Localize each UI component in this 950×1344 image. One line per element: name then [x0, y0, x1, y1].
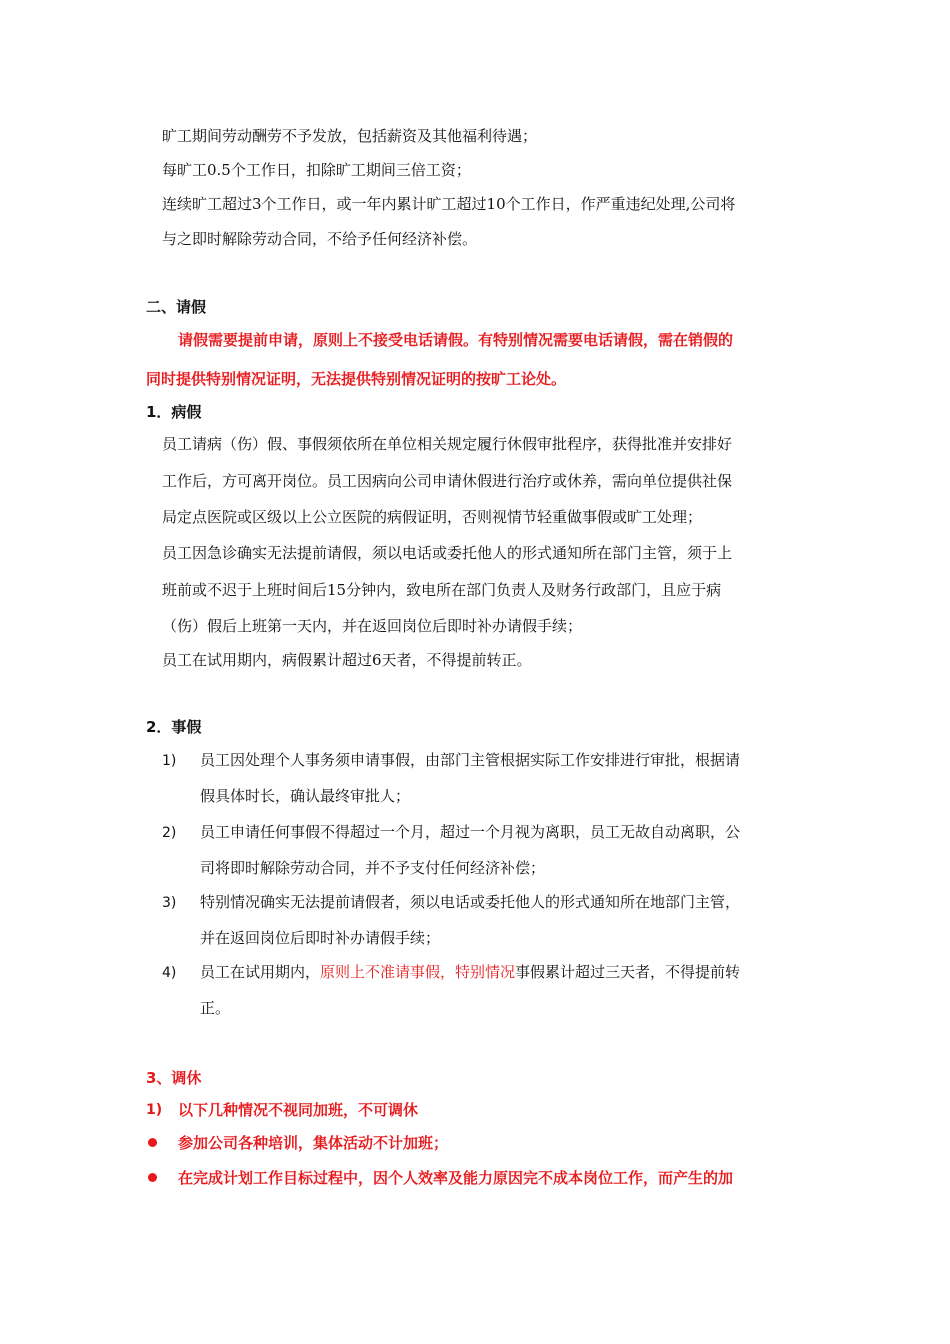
absence-rule-2: 每旷工0.5个工作日，扣除旷工期间三倍工资；: [162, 161, 471, 179]
bullet-icon: [148, 1138, 157, 1147]
personal-item-1-line-2: 假具体时长，确认最终审批人；: [200, 787, 411, 805]
personal-leave-heading: 2．事假: [146, 718, 202, 736]
sick-line-2: 工作后，方可离开岗位。员工因病向公司申请休假进行治疗或休养，需向单位提供社保: [162, 472, 733, 490]
sick-line-5: 班前或不迟于上班时间后15分钟内，致电所在部门负责人及财务行政部门，且应于病: [162, 581, 722, 599]
personal-item-2-line-2: 司将即时解除劳动合同，并不予支付任何经济补偿；: [200, 859, 546, 877]
leave-notice-line-2: 同时提供特别情况证明，无法提供特别情况证明的按旷工论处。: [146, 370, 567, 388]
personal-item-4-num: 4): [162, 965, 177, 981]
personal-item-3-line-1: 特别情况确实无法提前请假者，须以电话或委托他人的形式通知所在地部门主管，: [200, 893, 741, 911]
sick-leave-heading: 1．病假: [146, 403, 202, 421]
absence-rule-1: 旷工期间劳动酬劳不予发放，包括薪资及其他福利待遇；: [162, 127, 538, 145]
sick-line-7: 员工在试用期内，病假累计超过6天者，不得提前转正。: [162, 651, 532, 669]
personal-item-3-num: 3): [162, 895, 177, 911]
comp-leave-heading: 3、调休: [146, 1069, 202, 1087]
absence-rule-3: 连续旷工超过3个工作日，或一年内累计旷工超过10个工作日，作严重违纪处理,公司将: [162, 195, 736, 213]
sick-line-4: 员工因急诊确实无法提前请假，须以电话或委托他人的形式通知所在部门主管，须于上: [162, 544, 733, 562]
bullet-icon: [148, 1173, 157, 1182]
personal-item-4-red: 原则上不准请事假，特别情况: [320, 963, 516, 981]
comp-sub-num: 1): [146, 1102, 163, 1118]
personal-item-4-line-1: [200, 962, 740, 982]
personal-item-2-line-1: 员工申请任何事假不得超过一个月，超过一个月视为离职，员工无故自动离职，公: [200, 823, 741, 841]
comp-sub-text: 以下几种情况不视同加班，不可调休: [178, 1101, 419, 1119]
personal-item-4-post: 事假累计超过三天者，不得提前转: [515, 963, 741, 981]
sick-line-1: 员工请病（伤）假、事假须依所在单位相关规定履行休假审批程序，获得批准并安排好: [162, 435, 733, 453]
personal-item-2-num: 2): [162, 825, 177, 841]
absence-rule-3-cont: 与之即时解除劳动合同，不给予任何经济补偿。: [162, 230, 478, 248]
comp-bullet-2: 在完成计划工作目标过程中，因个人效率及能力原因完不成本岗位工作，而产生的加: [178, 1169, 734, 1187]
sick-line-6: （伤）假后上班第一天内，并在返回岗位后即时补办请假手续；: [162, 617, 583, 635]
comp-bullet-1: 参加公司各种培训，集体活动不计加班；: [178, 1134, 449, 1152]
personal-item-1-line-1: 员工因处理个人事务须申请事假，由部门主管根据实际工作安排进行审批，根据请: [200, 751, 741, 769]
leave-notice-line-1: 请假需要提前申请，原则上不接受电话请假。有特别情况需要电话请假，需在销假的: [178, 331, 734, 349]
personal-item-1-num: 1): [162, 753, 177, 769]
personal-item-4-line-2: 正。: [200, 999, 231, 1017]
sick-line-3: 局定点医院或区级以上公立医院的病假证明，否则视情节轻重做事假或旷工处理；: [162, 508, 703, 526]
leave-heading: 二、请假: [146, 298, 207, 316]
personal-item-4-pre: 员工在试用期内，: [200, 963, 321, 981]
personal-item-3-line-2: 并在返回岗位后即时补办请假手续；: [200, 929, 441, 947]
